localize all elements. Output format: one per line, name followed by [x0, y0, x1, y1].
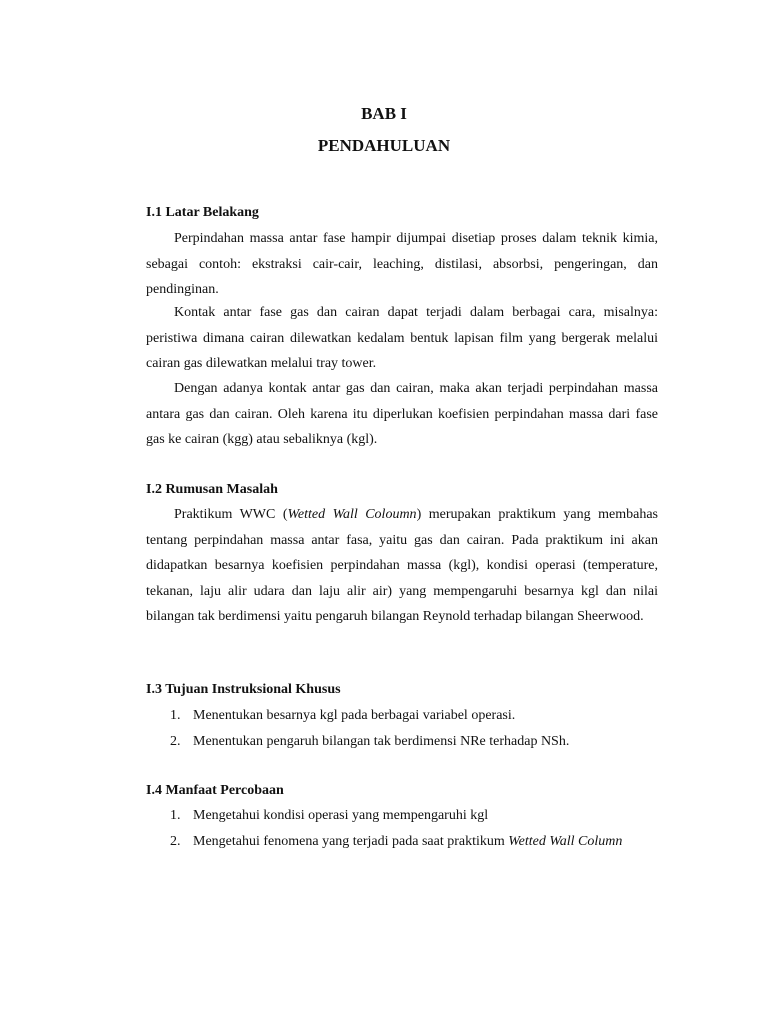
list-number: 1. — [170, 708, 181, 723]
italic-term: Wetted Wall Coloumn — [287, 507, 417, 522]
list-item — [146, 703, 658, 729]
italic-term: Wetted Wall Column — [508, 833, 623, 849]
benefits-list — [146, 803, 658, 854]
section-heading-latar-belakang: I.1 Latar Belakang — [146, 205, 259, 220]
list-item-text: Mengetahui fenomena yang terjadi pada saat praktikum — [193, 833, 509, 849]
section-heading-manfaat: I.4 Manfaat Percobaan — [146, 783, 284, 798]
paragraph: Kontak antar fase gas dan cairan dapat terjadi dalam berbagai cara, misalnya: peristiwa dimana cairan dilewatkan kedalam bentuk lapisan film yang bergerak melalui cairan gas dilewatkan melalui tray tower. — [146, 305, 658, 372]
list-item — [146, 729, 658, 755]
chapter-number: BAB I — [361, 104, 407, 123]
paragraph: Perpindahan massa antar fase hampir dijumpai disetiap proses dalam teknik kimia, sebagai contoh: ekstraksi cair-cair, leaching, distilasi, absorbsi, pengeringan, dan pendinginan. — [146, 231, 658, 298]
paragraph-text: ) merupakan praktikum yang membahas tentang perpindahan massa antar fasa, yaitu gas dan cairan. Pada praktikum ini akan didapatkan besarnya koefisien perpindahan massa (kgl), kondisi operasi (temperature, tekanan, laju alir udara dan laju alir air) yang mempengaruhi besarnya kgl dan nilai bilangan tak berdimensi yaitu pengaruh bilangan Reynold terhadap bilangan Sheerwood. — [146, 507, 659, 625]
paragraph — [146, 502, 658, 630]
section-heading-tujuan: I.3 Tujuan Instruksional Khusus — [146, 682, 341, 697]
paragraph: Dengan adanya kontak antar gas dan cairan, maka akan terjadi perpindahan massa antara gas dan cairan. Oleh karena itu diperlukan koefisien perpindahan massa dari fase gas ke cairan (kgg) atau sebaliknya (kgl). — [146, 381, 658, 448]
list-item — [146, 803, 658, 829]
chapter-title: PENDAHULUAN — [317, 136, 451, 155]
list-item-text: Menentukan besarnya kgl pada berbagai variabel operasi. — [193, 708, 516, 723]
section-heading-rumusan-masalah: I.2 Rumusan Masalah — [146, 482, 278, 497]
list-item — [146, 829, 658, 855]
paragraph-text: Praktikum WWC ( — [174, 507, 288, 522]
list-number: 1. — [170, 808, 181, 823]
list-item-text: Mengetahui kondisi operasi yang mempengaruhi kgl — [193, 808, 489, 823]
list-item-text: Menentukan pengaruh bilangan tak berdimensi NRe terhadap NSh. — [193, 733, 570, 749]
list-number: 2. — [170, 733, 181, 749]
list-number: 2. — [170, 833, 181, 849]
objectives-list — [146, 703, 658, 754]
